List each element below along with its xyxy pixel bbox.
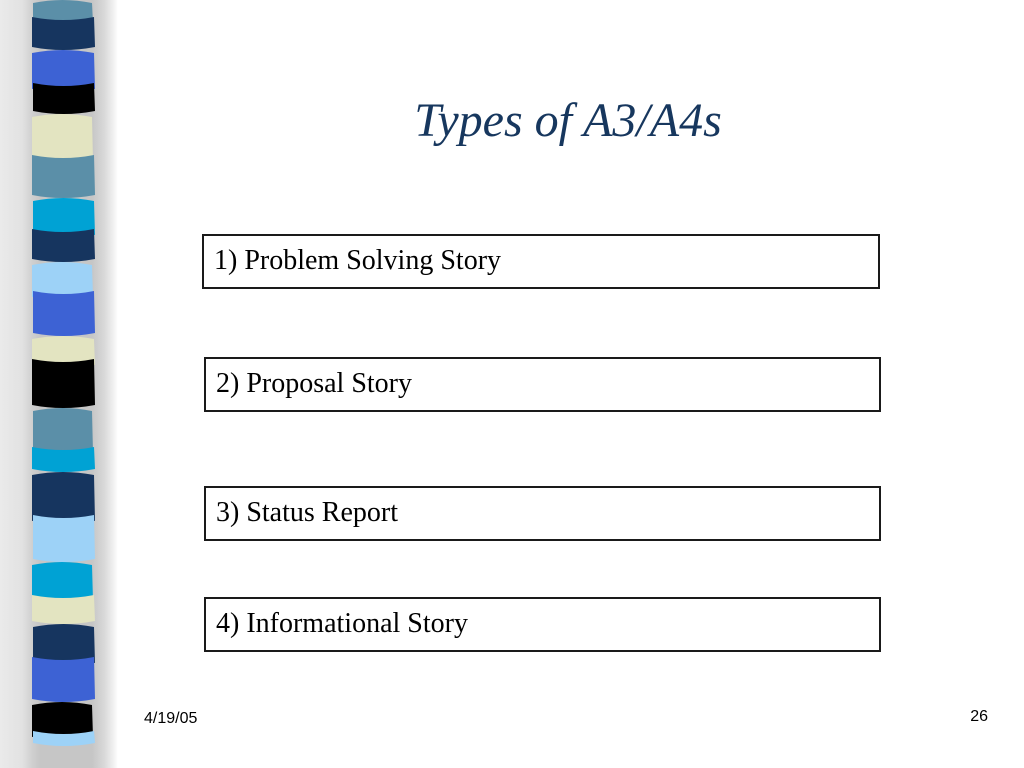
item-box-status-report: 3) Status Report — [204, 486, 881, 541]
stripe-segment — [33, 515, 95, 562]
item-box-proposal: 2) Proposal Story — [204, 357, 881, 412]
stripe-segment — [32, 262, 93, 297]
stripe-segment — [33, 291, 95, 336]
slide-title: Types of A3/A4s — [414, 94, 722, 147]
stripe-segment — [32, 155, 95, 198]
footer-date: 4/19/05 — [144, 710, 198, 727]
stripe-segment — [32, 657, 95, 702]
stripe-segment — [33, 198, 95, 235]
item-box-problem-solving: 1) Problem Solving Story — [202, 234, 880, 289]
stripe-segment — [32, 595, 95, 624]
stripe-segment — [33, 624, 95, 663]
stripe-segment — [32, 359, 95, 408]
stripe-segment — [33, 83, 95, 114]
stripe-segment — [32, 562, 93, 601]
stripe-segment — [32, 114, 93, 161]
stripe-segment — [32, 447, 95, 472]
stripe-segment — [32, 229, 95, 262]
stripe-segment — [33, 408, 93, 453]
stripe-segment — [32, 17, 95, 50]
stripe-segment — [32, 50, 95, 89]
stripe-segment — [32, 702, 93, 737]
item-box-informational: 4) Informational Story — [204, 597, 881, 652]
decorative-stripe-band — [0, 0, 118, 768]
stripe-segment — [32, 472, 95, 521]
footer-page-number: 26 — [970, 708, 988, 725]
striped-bar-decoration-icon — [0, 0, 118, 768]
